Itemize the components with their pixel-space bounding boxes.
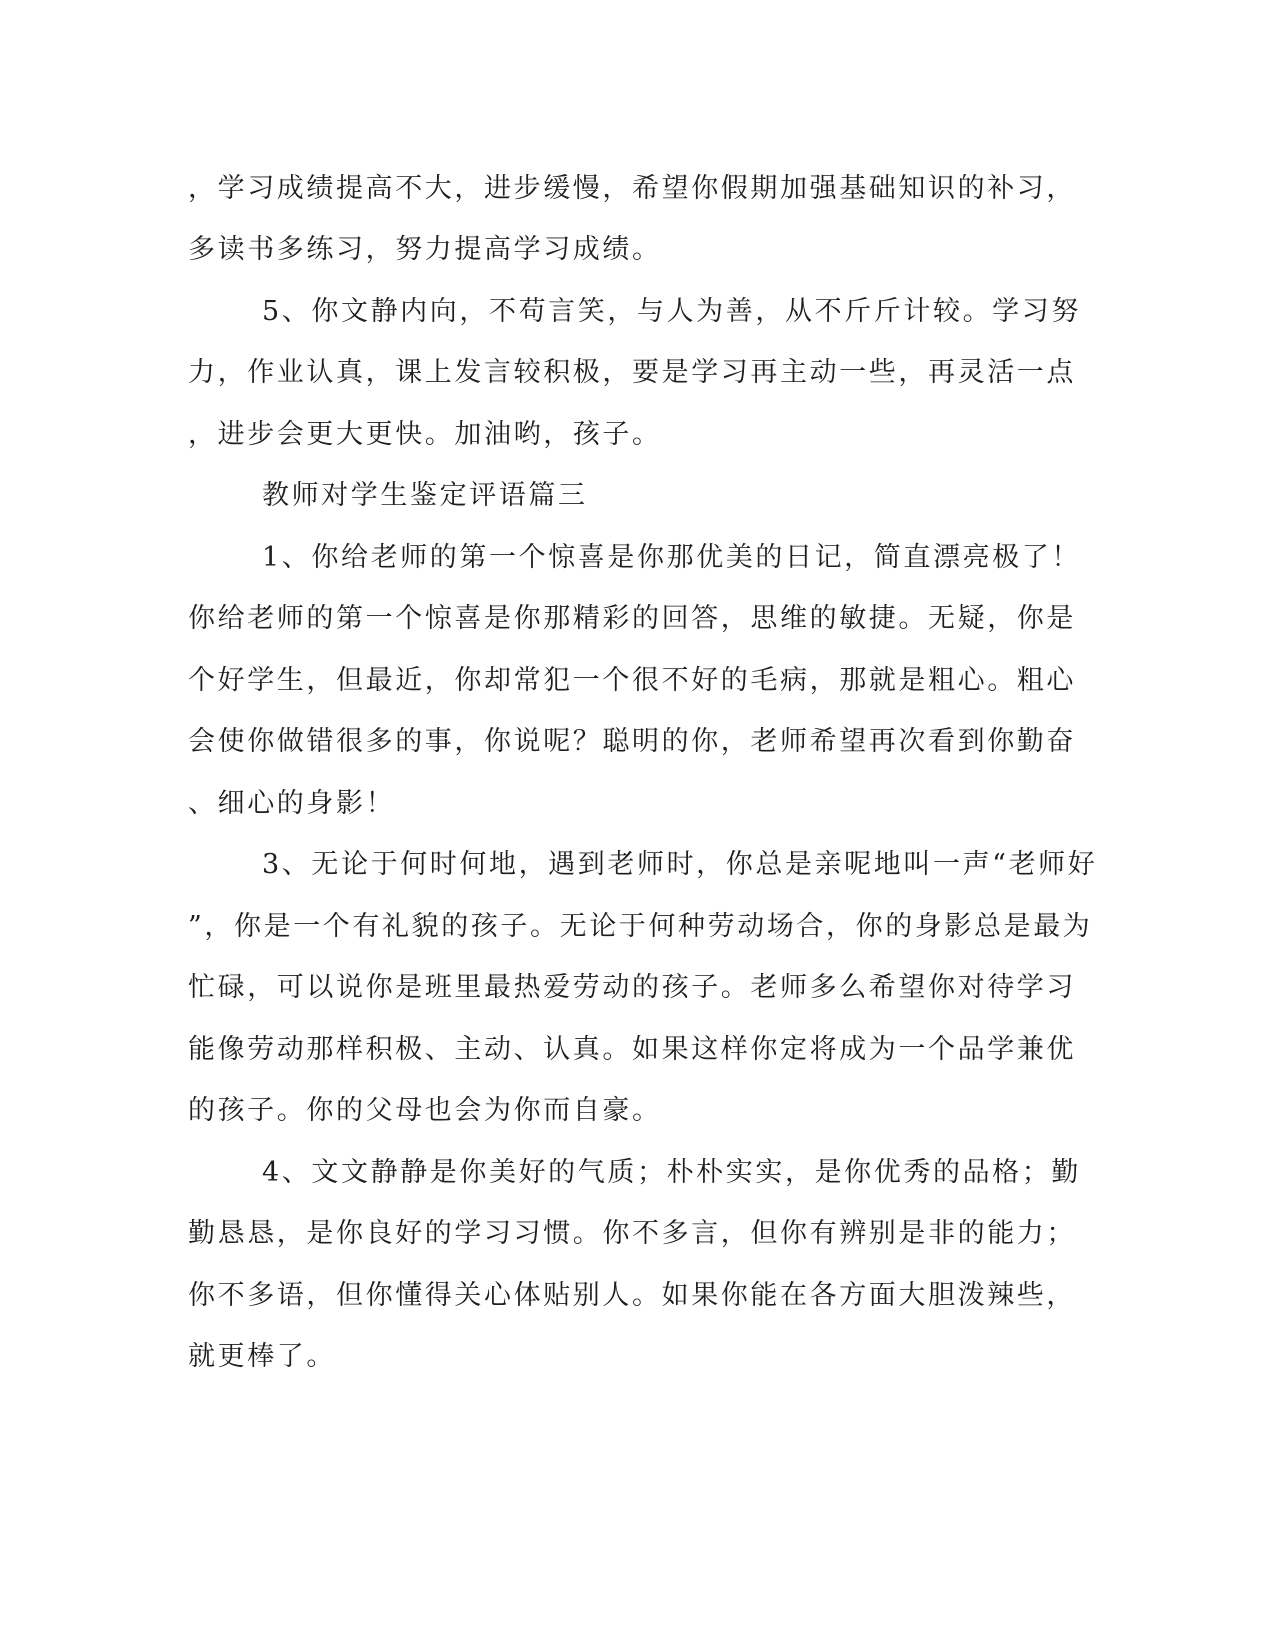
text-line: 、细心的身影！ [188, 788, 396, 819]
text-line: 你不多语，但你懂得关心体贴别人。如果你能在各方面大胆泼辣些， [188, 1280, 1076, 1311]
paragraph-start-line: 5、你文静内向，不苟言笑，与人为善，从不斤斤计较。学习努 [262, 296, 1081, 327]
text-line: ”，你是一个有礼貌的孩子。无论于何种劳动场合，你的身影总是最为 [188, 911, 1093, 942]
text-line: 你给老师的第一个惊喜是你那精彩的回答，思维的敏捷。无疑，你是 [188, 603, 1076, 634]
text-line: ，学习成绩提高不大，进步缓慢，希望你假期加强基础知识的补习， [188, 173, 1076, 204]
text-line: ，进步会更大更快。加油哟，孩子。 [188, 419, 662, 450]
text-line: 个好学生，但最近，你却常犯一个很不好的毛病，那就是粗心。粗心 [188, 665, 1076, 696]
text-line: 能像劳动那样积极、主动、认真。如果这样你定将成为一个品学兼优 [188, 1034, 1076, 1065]
section-heading: 教师对学生鉴定评语篇三 [262, 480, 588, 511]
text-line: 就更棒了。 [188, 1341, 336, 1372]
text-line: 会使你做错很多的事，你说呢？聪明的你，老师希望再次看到你勤奋 [188, 726, 1076, 757]
text-line: 忙碌，可以说你是班里最热爱劳动的孩子。老师多么希望你对待学习 [188, 972, 1076, 1003]
paragraph-start-line: 3、无论于何时何地，遇到老师时，你总是亲呢地叫一声“老师好 [262, 849, 1098, 880]
text-line: 多读书多练习，努力提高学习成绩。 [188, 234, 662, 265]
text-line: 勤恳恳，是你良好的学习习惯。你不多言，但你有辨别是非的能力； [188, 1218, 1076, 1249]
text-line: 的孩子。你的父母也会为你而自豪。 [188, 1095, 662, 1126]
paragraph-start-line: 4、文文静静是你美好的气质；朴朴实实，是你优秀的品格；勤 [262, 1157, 1081, 1188]
paragraph-start-line: 1、你给老师的第一个惊喜是你那优美的日记，简直漂亮极了！ [262, 542, 1081, 573]
text-line: 力，作业认真，课上发言较积极，要是学习再主动一些，再灵活一点 [188, 357, 1076, 388]
